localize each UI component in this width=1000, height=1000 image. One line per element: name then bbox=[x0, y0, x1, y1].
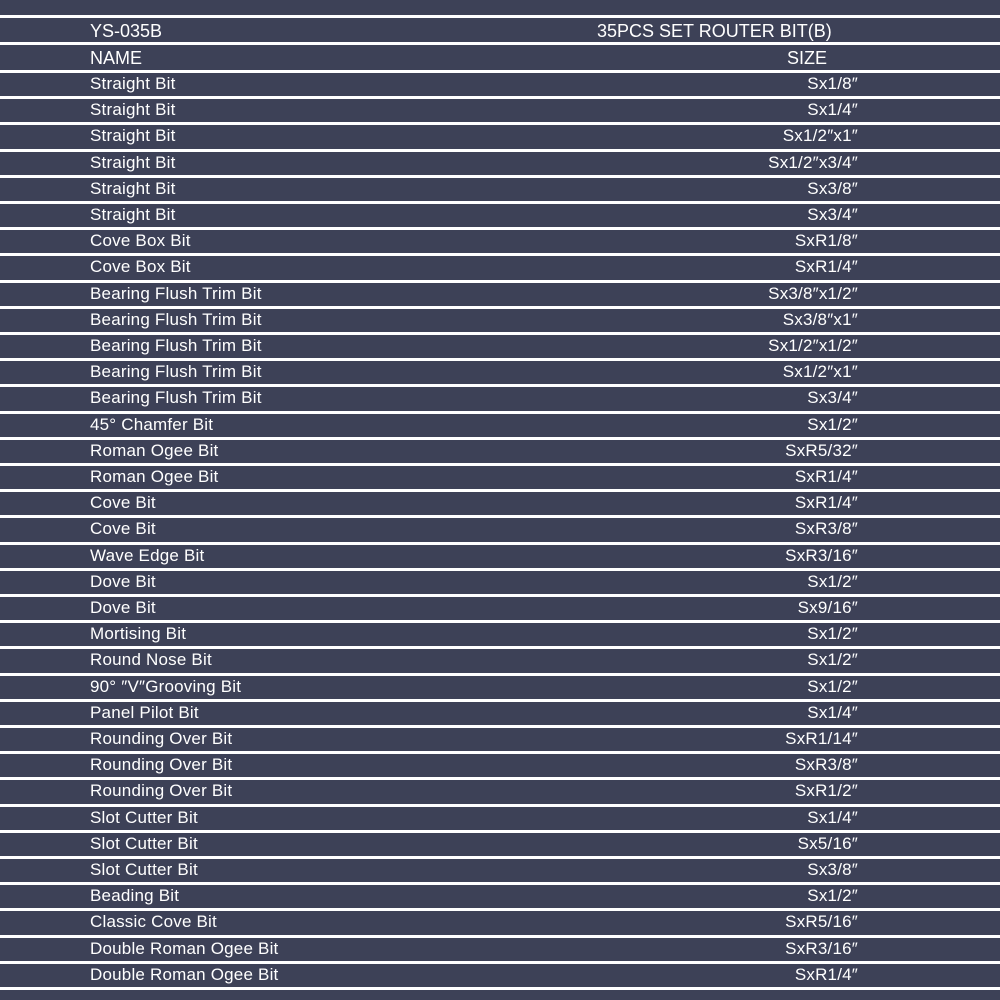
bit-size: Sx1/2″x3/4″ bbox=[768, 152, 858, 172]
name-column-header: NAME bbox=[90, 48, 143, 68]
bit-name: Straight Bit bbox=[90, 205, 176, 224]
table-row bbox=[0, 490, 1000, 516]
table-row bbox=[0, 752, 1000, 778]
table-row bbox=[0, 726, 1000, 752]
table-row bbox=[0, 700, 1000, 726]
table-row bbox=[0, 962, 1000, 988]
bit-name: Straight Bit bbox=[90, 100, 176, 120]
bit-name: Wave Edge Bit bbox=[90, 545, 205, 565]
size-column-header: SIZE bbox=[787, 48, 828, 68]
row-rule bbox=[0, 987, 1000, 990]
table-row bbox=[0, 333, 1000, 359]
table-row bbox=[0, 805, 1000, 831]
bit-name: Beading Bit bbox=[90, 886, 180, 906]
bit-size: Sx1/2″ bbox=[807, 571, 858, 591]
bit-name: Dove Bit bbox=[90, 598, 156, 617]
bit-name: Slot Cutter Bit bbox=[90, 807, 198, 827]
table-row bbox=[0, 385, 1000, 411]
table-row bbox=[0, 150, 1000, 176]
bit-size: Sx3/4″ bbox=[807, 388, 858, 408]
bit-name: Double Roman Ogee Bit bbox=[90, 964, 279, 984]
bit-size: Sx1/8″ bbox=[807, 74, 858, 93]
bit-size: Sx1/2″ bbox=[807, 624, 858, 644]
set-title: 35PCS SET ROUTER BIT(B) bbox=[597, 21, 832, 41]
bit-size: Sx1/4″ bbox=[807, 100, 858, 120]
table-row bbox=[0, 307, 1000, 333]
bit-size: SxR1/8″ bbox=[794, 231, 858, 251]
table-row bbox=[0, 569, 1000, 595]
bit-name: 45° Chamfer Bit bbox=[90, 414, 214, 434]
bit-size: Sx5/16″ bbox=[797, 833, 858, 853]
table-row bbox=[0, 883, 1000, 909]
table-row bbox=[0, 647, 1000, 673]
table-row bbox=[0, 516, 1000, 542]
table-row bbox=[0, 202, 1000, 228]
bit-name: Cove Box Bit bbox=[90, 231, 191, 251]
table-row bbox=[0, 228, 1000, 254]
bit-name: Straight Bit bbox=[90, 126, 176, 146]
bit-size: Sx1/4″ bbox=[807, 702, 858, 722]
bit-size: SxR1/2″ bbox=[794, 781, 858, 801]
bit-name: Straight Bit bbox=[90, 178, 176, 198]
bit-size: Sx9/16″ bbox=[797, 598, 858, 617]
bit-name: 90° ″V″Grooving Bit bbox=[90, 676, 242, 696]
bit-name: Straight Bit bbox=[90, 152, 176, 172]
bit-name: Cove Bit bbox=[90, 519, 156, 539]
table-row bbox=[0, 674, 1000, 700]
bit-size: Sx3/8″ bbox=[807, 178, 858, 198]
table-row bbox=[0, 464, 1000, 490]
table-row bbox=[0, 123, 1000, 149]
product-code: YS-035B bbox=[90, 21, 163, 41]
table-row bbox=[0, 254, 1000, 280]
bit-size: Sx1/2″x1″ bbox=[782, 126, 858, 146]
bit-name: Bearing Flush Trim Bit bbox=[90, 336, 262, 355]
table-row bbox=[0, 621, 1000, 647]
table-row bbox=[0, 412, 1000, 438]
table-header bbox=[0, 45, 1000, 71]
bit-name: Cove Bit bbox=[90, 493, 156, 513]
bit-name: Rounding Over Bit bbox=[90, 781, 233, 801]
bit-size: Sx1/4″ bbox=[807, 807, 858, 827]
table-row bbox=[0, 97, 1000, 123]
bit-name: Bearing Flush Trim Bit bbox=[90, 309, 262, 329]
bit-name: Roman Ogee Bit bbox=[90, 440, 219, 460]
table-row bbox=[0, 936, 1000, 962]
bit-size: SxR1/4″ bbox=[794, 467, 858, 486]
bit-size: SxR1/4″ bbox=[794, 964, 858, 984]
table-row bbox=[0, 595, 1000, 621]
bit-size: SxR3/16″ bbox=[785, 545, 858, 565]
bit-name: Slot Cutter Bit bbox=[90, 860, 198, 879]
bit-size: Sx1/2″ bbox=[807, 886, 858, 906]
table-row bbox=[0, 831, 1000, 857]
bit-size: Sx3/8″x1/2″ bbox=[768, 283, 858, 303]
bit-size: SxR5/16″ bbox=[785, 912, 858, 932]
bit-size: SxR1/4″ bbox=[794, 257, 858, 277]
table-row bbox=[0, 543, 1000, 569]
bit-name: Straight Bit bbox=[90, 74, 176, 93]
table-row bbox=[0, 778, 1000, 804]
table-row bbox=[0, 176, 1000, 202]
table-row bbox=[0, 438, 1000, 464]
bit-name: Round Nose Bit bbox=[90, 650, 212, 670]
bit-name: Bearing Flush Trim Bit bbox=[90, 283, 262, 303]
bit-name: Slot Cutter Bit bbox=[90, 833, 198, 853]
table-row bbox=[0, 71, 1000, 97]
bit-name: Double Roman Ogee Bit bbox=[90, 938, 279, 958]
table-row bbox=[0, 909, 1000, 935]
bit-size: SxR3/16″ bbox=[785, 938, 858, 958]
bit-size: Sx3/4″ bbox=[807, 205, 858, 224]
bit-name: Panel Pilot Bit bbox=[90, 702, 199, 722]
bit-name: Cove Box Bit bbox=[90, 257, 191, 277]
bit-size: Sx1/2″ bbox=[807, 650, 858, 670]
bit-size: SxR3/8″ bbox=[794, 755, 858, 775]
bit-size: SxR5/32″ bbox=[785, 440, 858, 460]
bit-size: Sx1/2″ bbox=[807, 676, 858, 696]
bit-name: Classic Cove Bit bbox=[90, 912, 217, 932]
bit-name: Mortising Bit bbox=[90, 624, 187, 644]
bit-size: Sx1/2″x1/2″ bbox=[768, 336, 858, 355]
table-row bbox=[0, 359, 1000, 385]
bit-name: Dove Bit bbox=[90, 571, 156, 591]
bit-size: SxR1/14″ bbox=[785, 729, 858, 748]
bit-name: Roman Ogee Bit bbox=[90, 467, 219, 486]
table-row bbox=[0, 857, 1000, 883]
bit-size: Sx1/2″ bbox=[807, 414, 858, 434]
table-row bbox=[0, 281, 1000, 307]
bit-name: Bearing Flush Trim Bit bbox=[90, 362, 262, 382]
bit-size: SxR1/4″ bbox=[794, 493, 858, 513]
bit-name: Rounding Over Bit bbox=[90, 755, 233, 775]
bit-size: Sx3/8″ bbox=[807, 860, 858, 879]
bit-size: SxR3/8″ bbox=[794, 519, 858, 539]
bit-name: Rounding Over Bit bbox=[90, 729, 233, 748]
title-row bbox=[0, 18, 1000, 44]
bit-size: Sx1/2″x1″ bbox=[782, 362, 858, 382]
bit-size: Sx3/8″x1″ bbox=[782, 309, 858, 329]
bit-name: Bearing Flush Trim Bit bbox=[90, 388, 262, 408]
